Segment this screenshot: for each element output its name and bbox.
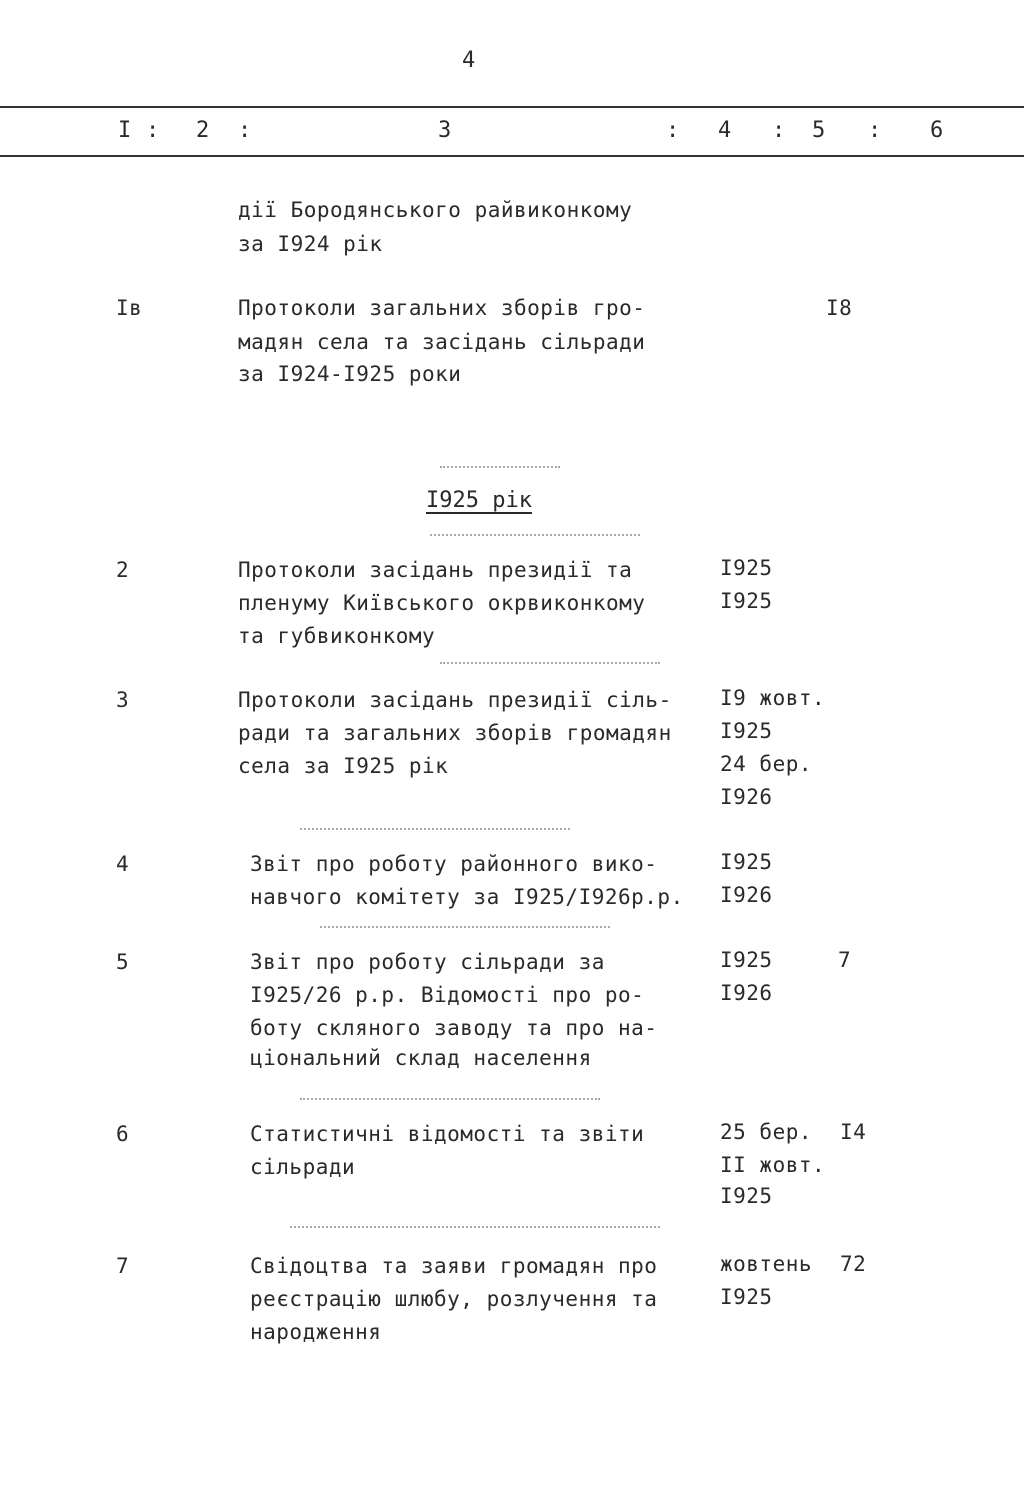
entry-title-line: I925/26 р.р. Відомості про ро- [250, 983, 645, 1007]
column-header-6: 6 [930, 118, 944, 143]
divider [300, 1098, 600, 1100]
entry-number: 6 [116, 1122, 130, 1146]
entry-title-line: мадян села та засідань сільради [238, 330, 646, 354]
divider [440, 466, 560, 468]
entry-title-line: ради та загальних зборів громадян [238, 721, 672, 745]
entry-title-line: Свідоцтва та заяви громадян про [250, 1254, 658, 1278]
entry-title-line: Протоколи засідань президії та [238, 558, 633, 582]
entry-title-line: Звіт про роботу районного вико- [250, 852, 658, 876]
entry-pages: 7 [838, 948, 852, 972]
entry-number: 4 [116, 852, 130, 876]
entry-pages: 72 [840, 1252, 867, 1276]
entry-date-line: 24 бер. [720, 752, 813, 776]
entry-title-line: Протоколи засідань президії сіль- [238, 688, 672, 712]
column-header-2: 2 [196, 118, 210, 143]
header-rule-bottom [0, 155, 1024, 157]
entry-date-line: I926 [720, 785, 773, 809]
column-header-3: 3 [438, 118, 452, 143]
column-header-4: 4 [718, 118, 732, 143]
column-header-5: 5 [812, 118, 826, 143]
entry-title-line: дії Бородянського райвиконкому [238, 198, 633, 222]
entry-number: 3 [116, 688, 130, 712]
entry-number: 5 [116, 950, 130, 974]
entry-title-line: Звіт про роботу сільради за [250, 950, 605, 974]
column-separator: : [146, 118, 160, 143]
entry-date-line: I926 [720, 981, 773, 1005]
entry-title-line: навчого комітету за I925/I926р.р. [250, 885, 684, 909]
entry-date-line: I925 [720, 850, 773, 874]
entry-title-line: сільради [250, 1155, 356, 1179]
entry-date-line: I926 [720, 883, 773, 907]
entry-title-line: народження [250, 1320, 382, 1344]
entry-title-line: реєстрацію шлюбу, розлучення та [250, 1287, 658, 1311]
entry-title-line: села за I925 рік [238, 754, 449, 778]
entry-number: 7 [116, 1254, 130, 1278]
page-number: 4 [462, 48, 476, 73]
column-separator: : [772, 118, 786, 143]
entry-title-line: пленуму Київського окрвиконкому [238, 591, 646, 615]
divider [300, 828, 570, 830]
entry-date-line: I925 [720, 1285, 773, 1309]
entry-date-line: I925 [720, 719, 773, 743]
entry-title-line: за I924-I925 роки [238, 362, 462, 386]
divider [320, 926, 610, 928]
divider [290, 1226, 660, 1228]
column-header-1: I [118, 118, 132, 143]
entry-date-line: I9 жовт. [720, 686, 826, 710]
entry-date-line: I925 [720, 556, 773, 580]
entry-pages: I4 [840, 1120, 867, 1144]
entry-date-line: жовтень [720, 1252, 813, 1276]
column-separator: : [868, 118, 882, 143]
entry-date-line: 25 бер. [720, 1120, 813, 1144]
column-separator: : [666, 118, 680, 143]
entry-date-line: I925 [720, 589, 773, 613]
entry-title-line: та губвиконкому [238, 624, 436, 648]
year-heading: I925 рік [426, 488, 532, 513]
header-rule-top [0, 106, 1024, 108]
entry-title-line: Протоколи загальних зборів гро- [238, 296, 646, 320]
entry-number: 2 [116, 558, 130, 582]
entry-date-line: II жовт. [720, 1153, 826, 1177]
divider [440, 662, 660, 664]
entry-date-line: I925 [720, 1184, 773, 1208]
column-separator: : [238, 118, 252, 143]
entry-title-line: за I924 рік [238, 232, 383, 256]
entry-pages: I8 [826, 296, 853, 320]
entry-title-line: боту скляного заводу та про на- [250, 1016, 658, 1040]
entry-number: Iв [116, 296, 143, 320]
entry-title-line: ціональний склад населення [250, 1046, 592, 1070]
divider [430, 534, 640, 536]
entry-title-line: Статистичні відомості та звіти [250, 1122, 645, 1146]
entry-date-line: I925 [720, 948, 773, 972]
